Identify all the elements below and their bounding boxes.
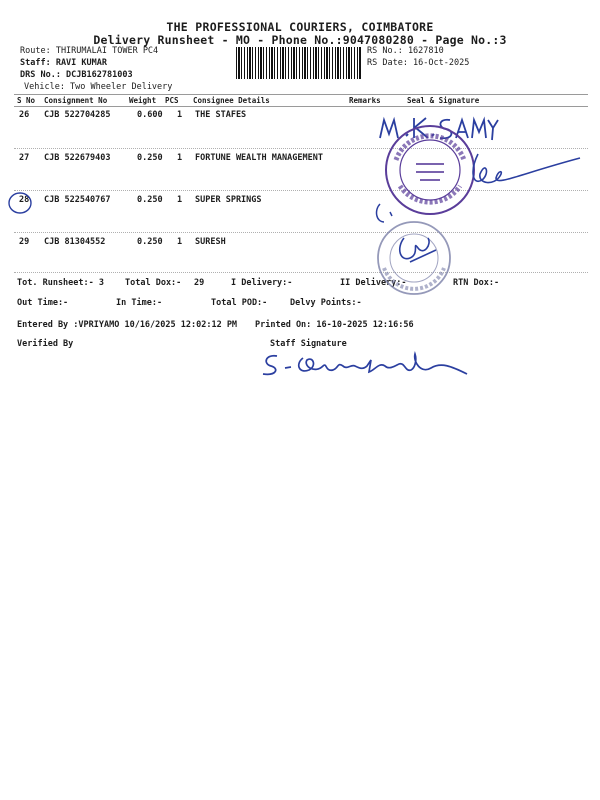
i-delivery: I Delivery:-: [231, 278, 293, 288]
row-sno: 27: [19, 153, 30, 163]
row-consignee: THE STAFES: [195, 110, 247, 120]
table-header-rule: [14, 106, 588, 107]
row-weight: 0.600: [137, 110, 163, 120]
second-round-seal: [366, 218, 466, 304]
runsheet-title: Delivery Runsheet - MO - Phone No.:9047080280 - Page No.:3: [93, 33, 507, 47]
staff-handwritten-signature: [255, 344, 475, 384]
delvy-points: Delvy Points:-: [290, 298, 362, 308]
col-pcs: PCS: [165, 96, 179, 105]
total-pod: Total POD:-: [211, 298, 268, 308]
row-consignment: CJB 81304552: [44, 237, 106, 247]
total-dox-value: 29: [194, 278, 205, 288]
row-divider: [14, 232, 588, 233]
row-consignee: FORTUNE WEALTH MANAGEMENT: [195, 153, 323, 163]
printed-on: Printed On: 16-10-2025 12:16:56: [255, 320, 414, 330]
col-seal-signature: Seal & Signature: [407, 96, 480, 105]
rtn-dox: RTN Dox:-: [453, 278, 500, 288]
out-time: Out Time:-: [17, 298, 69, 308]
col-sno: S No: [17, 96, 36, 105]
total-runsheet: Tot. Runsheet:- 3: [17, 278, 104, 288]
row-pcs: 1: [177, 237, 183, 247]
row-weight: 0.250: [137, 195, 163, 205]
barcode: [236, 47, 362, 79]
row-sno: 26: [19, 110, 30, 120]
total-dox-label: Total Dox:-: [125, 278, 182, 288]
col-weight: Weight: [129, 96, 157, 105]
staff-signature-label: Staff Signature: [270, 339, 347, 349]
vehicle-info: Vehicle: Two Wheeler Delivery: [24, 82, 173, 92]
drs-info: DRS No.: DCJB162781003: [20, 70, 133, 80]
row-consignee: SURESH: [195, 237, 226, 247]
col-consignee: Consignee Details: [193, 96, 270, 105]
row-divider: [14, 272, 588, 273]
verified-by: Verified By: [17, 339, 74, 349]
row-consignment: CJB 522540767: [44, 195, 111, 205]
row-sno: 29: [19, 237, 30, 247]
row-pcs: 1: [177, 110, 183, 120]
route-info: Route: THIRUMALAI TOWER PC4: [20, 46, 159, 56]
row-consignment: CJB 522679403: [44, 153, 111, 163]
row-weight: 0.250: [137, 153, 163, 163]
staff-info: Staff: RAVI KUMAR: [20, 58, 107, 68]
row-pcs: 1: [177, 195, 183, 205]
table-top-rule: [14, 94, 588, 95]
ii-delivery: II Delivery:-: [340, 278, 407, 288]
in-time: In Time:-: [116, 298, 163, 308]
company-name: THE PROFESSIONAL COURIERS, COIMBATORE: [166, 20, 434, 34]
row-consignee: SUPER SPRINGS: [195, 195, 262, 205]
circled-row-mark: [6, 190, 36, 216]
row-signature: [460, 150, 600, 195]
col-consignment: Consignment No: [44, 96, 108, 105]
col-remarks: Remarks: [349, 96, 381, 105]
row-weight: 0.250: [137, 237, 163, 247]
row-sno: 28: [19, 195, 30, 205]
entered-by: Entered By :VPRIYAMO 10/16/2025 12:02:12 PM: [17, 320, 238, 330]
row-pcs: 1: [177, 153, 183, 163]
rs-date: RS Date: 16-Oct-2025: [367, 58, 470, 68]
row-consignment: CJB 522704285: [44, 110, 111, 120]
rs-number: RS No.: 1627810: [367, 46, 444, 56]
